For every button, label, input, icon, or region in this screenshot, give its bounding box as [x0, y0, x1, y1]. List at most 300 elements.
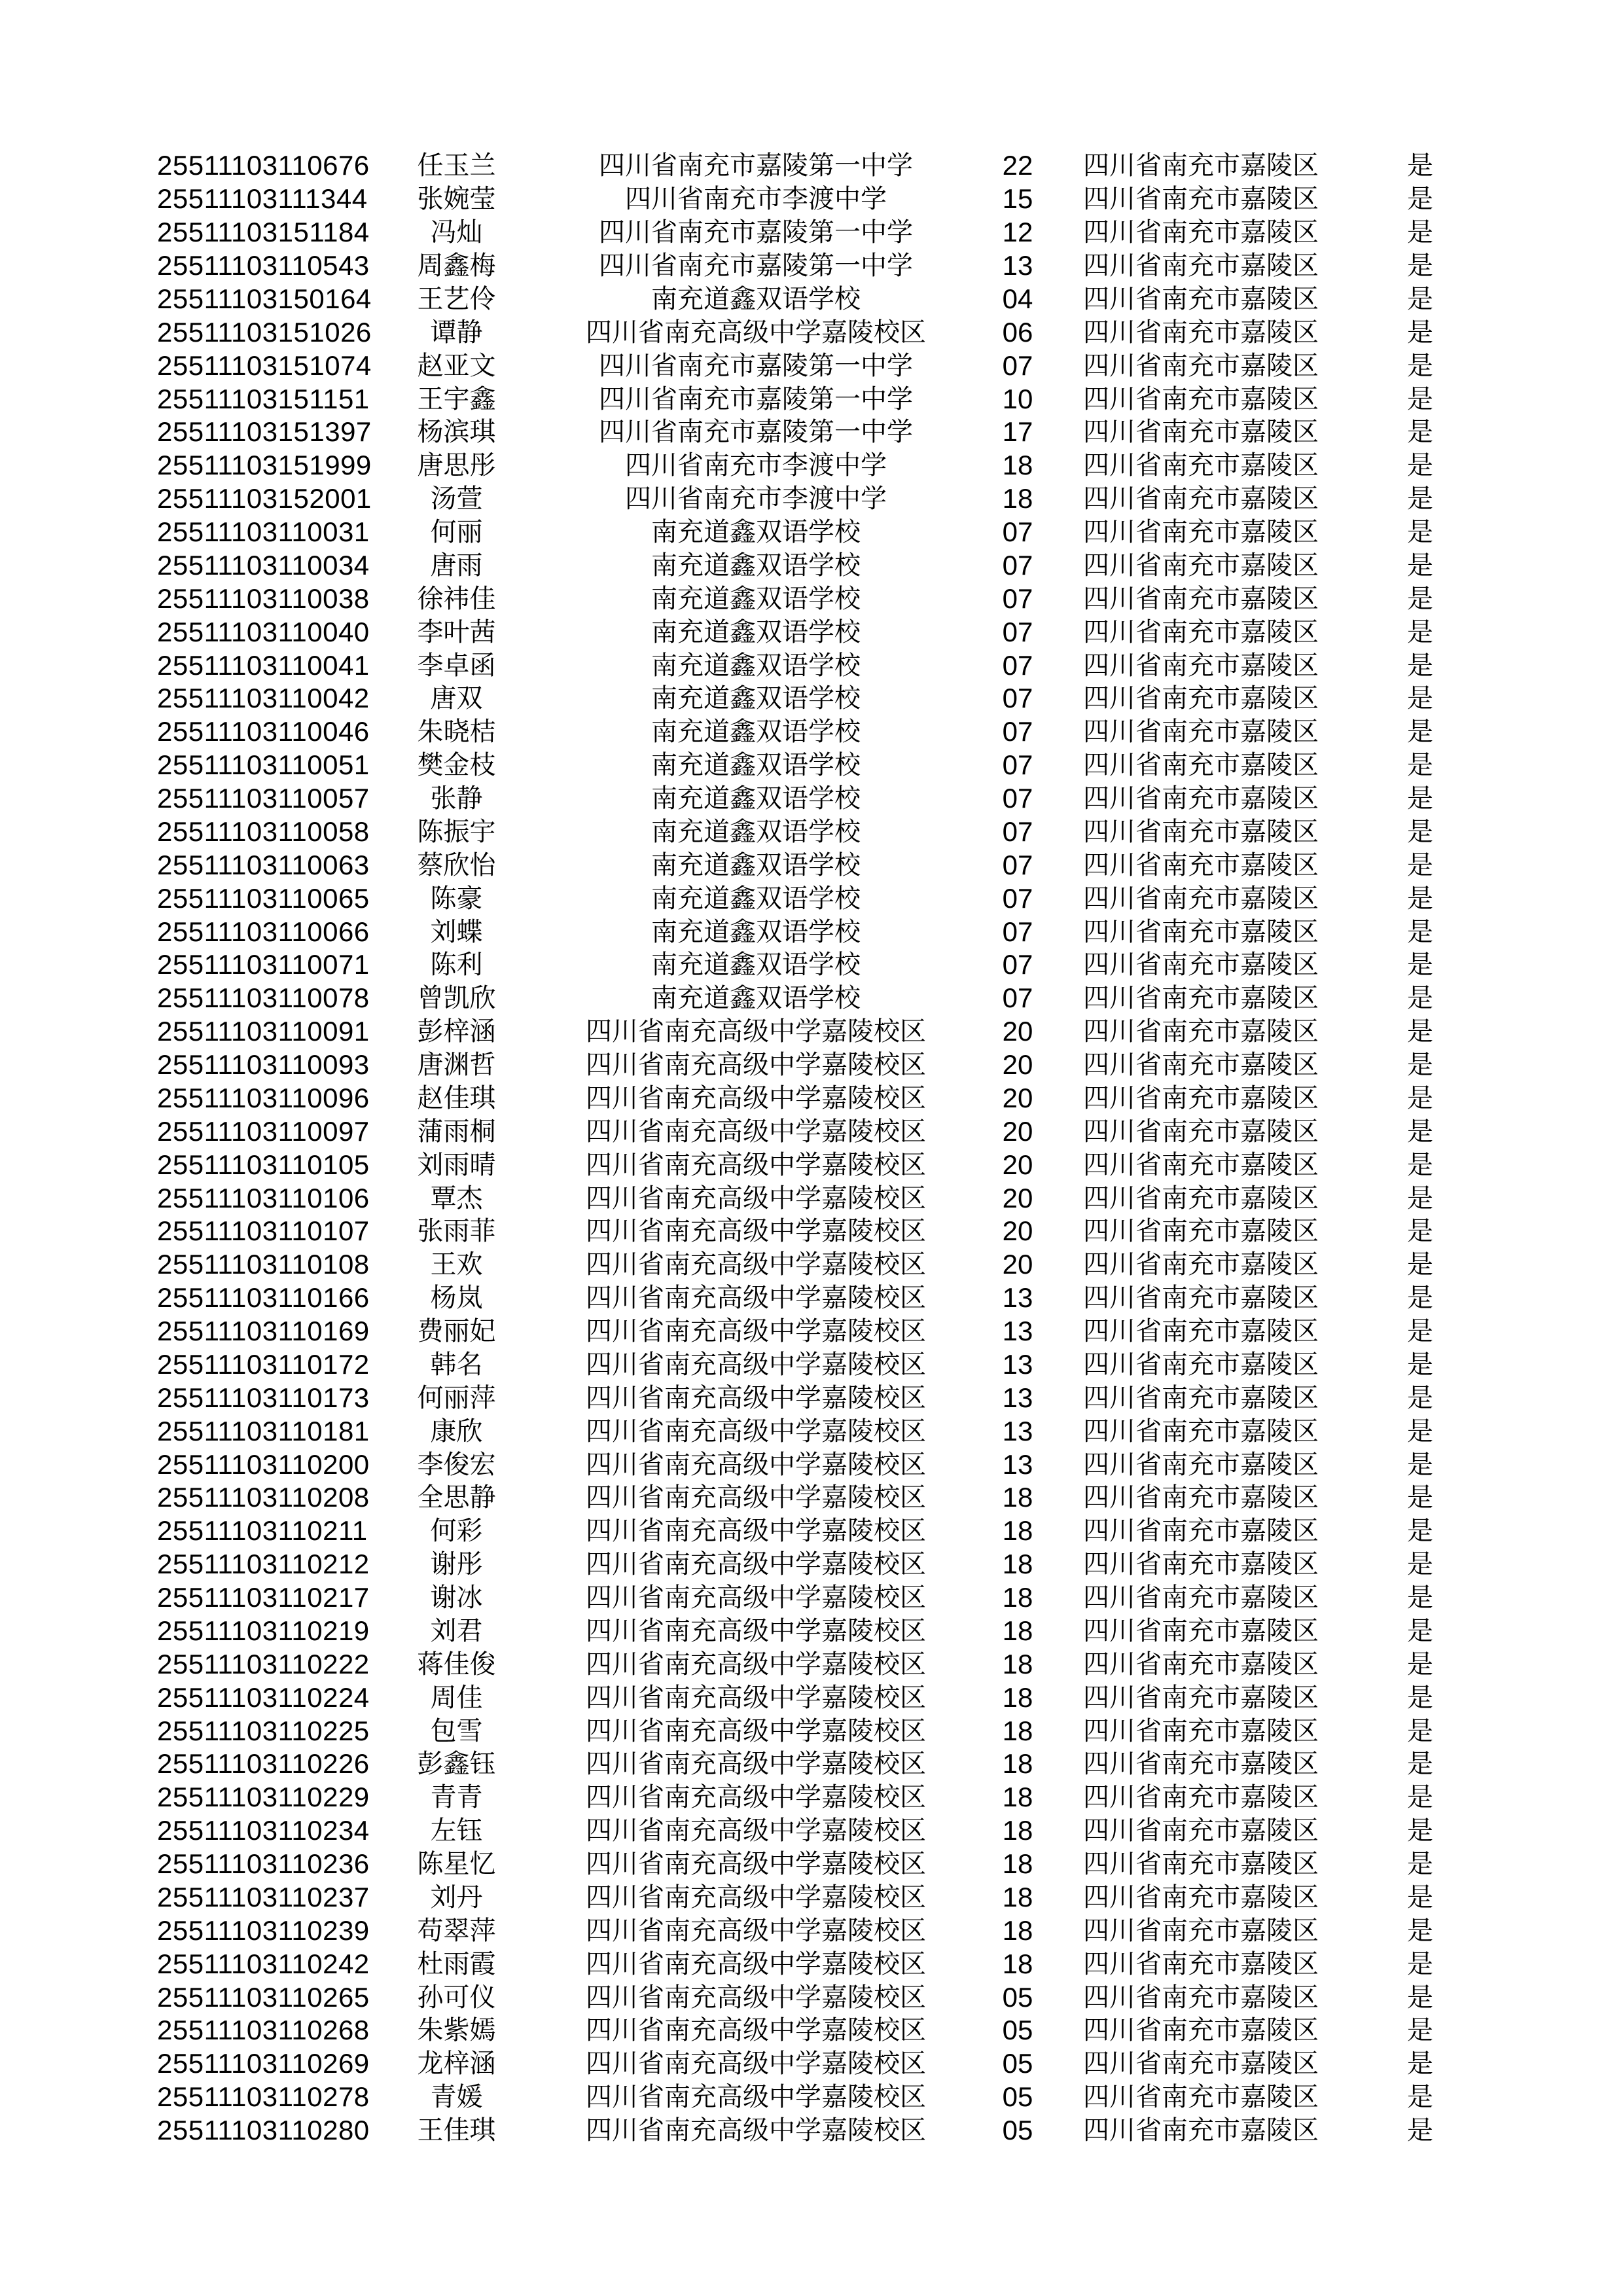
school-name: 南充道鑫双语学校	[651, 617, 861, 647]
district-name: 四川省南充市嘉陵区	[1083, 218, 1319, 247]
student-name: 王艺伶	[417, 284, 496, 314]
table-row	[0, 1015, 1623, 1049]
table-row	[0, 1148, 1623, 1181]
class-number: 17	[1002, 416, 1033, 448]
student-name: 张静	[430, 784, 483, 814]
table-row	[0, 549, 1623, 583]
table-row	[0, 1248, 1623, 1282]
confirmed-flag: 是	[1407, 1616, 1433, 1645]
class-number: 07	[1002, 683, 1033, 714]
class-number: 07	[1002, 816, 1033, 847]
table-row	[0, 615, 1623, 649]
district-name: 四川省南充市嘉陵区	[1083, 950, 1319, 980]
school-name: 南充道鑫双语学校	[651, 917, 861, 946]
school-name: 四川省南充市嘉陵第一中学	[599, 418, 913, 447]
school-name: 四川省南充高级中学嘉陵校区	[586, 1550, 926, 1579]
confirmed-flag: 是	[1407, 518, 1433, 547]
table-row	[0, 216, 1623, 249]
class-number: 13	[1002, 250, 1033, 281]
confirmed-flag: 是	[1407, 2116, 1433, 2145]
confirmed-flag: 是	[1407, 317, 1433, 347]
district-name: 四川省南充市嘉陵区	[1083, 717, 1319, 747]
class-number: 05	[1002, 2015, 1033, 2046]
student-name: 樊金枝	[417, 751, 496, 780]
table-row	[0, 416, 1623, 449]
exam-id: 25511103110041	[157, 649, 370, 681]
district-name: 四川省南充市嘉陵区	[1083, 384, 1319, 414]
student-name: 赵佳琪	[417, 1083, 496, 1113]
school-name: 南充道鑫双语学校	[651, 584, 861, 613]
confirmed-flag: 是	[1407, 251, 1433, 281]
student-name: 王欢	[430, 1250, 483, 1280]
school-name: 四川省南充高级中学嘉陵校区	[586, 1516, 926, 1546]
class-number: 13	[1002, 1348, 1033, 1380]
exam-id: 25511103110181	[157, 1415, 370, 1446]
table-row	[0, 2114, 1623, 2147]
class-number: 22	[1002, 150, 1033, 181]
table-row	[0, 1414, 1623, 1448]
district-name: 四川省南充市嘉陵区	[1083, 1716, 1319, 1746]
student-name: 青媛	[430, 2083, 483, 2112]
table-row	[0, 682, 1623, 715]
class-number: 13	[1002, 1282, 1033, 1314]
school-name: 四川省南充市嘉陵第一中学	[599, 151, 913, 181]
class-number: 07	[1002, 882, 1033, 914]
confirmed-flag: 是	[1407, 1783, 1433, 1812]
student-name: 彭梓涵	[417, 1017, 496, 1047]
class-number: 18	[1002, 1482, 1033, 1513]
student-name: 康欣	[430, 1416, 483, 1446]
class-number: 18	[1002, 450, 1033, 481]
district-name: 四川省南充市嘉陵区	[1083, 1117, 1319, 1146]
table-row	[0, 1647, 1623, 1681]
class-number: 20	[1002, 1182, 1033, 1213]
class-number: 18	[1002, 1948, 1033, 1979]
confirmed-flag: 是	[1407, 151, 1433, 181]
table-row	[0, 1714, 1623, 1748]
class-number: 07	[1002, 350, 1033, 381]
table-row	[0, 382, 1623, 416]
student-name: 陈利	[430, 950, 483, 980]
confirmed-flag: 是	[1407, 1416, 1433, 1446]
exam-id: 25511103110105	[157, 1149, 370, 1180]
district-name: 四川省南充市嘉陵区	[1083, 617, 1319, 647]
table-row	[0, 449, 1623, 482]
confirmed-flag: 是	[1407, 751, 1433, 780]
table-row	[0, 1082, 1623, 1115]
district-name: 四川省南充市嘉陵区	[1083, 2083, 1319, 2112]
school-name: 四川省南充高级中学嘉陵校区	[586, 1183, 926, 1213]
school-name: 南充道鑫双语学校	[651, 684, 861, 713]
table-row	[0, 1448, 1623, 1481]
school-name: 四川省南充高级中学嘉陵校区	[586, 1383, 926, 1412]
student-name: 王宇鑫	[417, 384, 496, 414]
school-name: 四川省南充高级中学嘉陵校区	[586, 1117, 926, 1146]
confirmed-flag: 是	[1407, 451, 1433, 480]
exam-id: 25511103110169	[157, 1316, 370, 1347]
student-name: 张婉莹	[417, 185, 496, 214]
school-name: 四川省南充市嘉陵第一中学	[599, 351, 913, 380]
class-number: 07	[1002, 549, 1033, 581]
exam-id: 25511103110096	[157, 1082, 370, 1113]
class-number: 20	[1002, 1215, 1033, 1247]
table-row	[0, 1348, 1623, 1382]
class-number: 06	[1002, 316, 1033, 348]
student-name: 谢冰	[430, 1583, 483, 1613]
student-name: 李俊宏	[417, 1450, 496, 1479]
school-name: 四川省南充市李渡中学	[625, 451, 887, 480]
exam-id: 25511103110268	[157, 2015, 370, 2046]
district-name: 四川省南充市嘉陵区	[1083, 784, 1319, 814]
district-name: 四川省南充市嘉陵区	[1083, 1749, 1319, 1779]
exam-id: 25511103110093	[157, 1049, 370, 1081]
confirmed-flag: 是	[1407, 284, 1433, 314]
table-row	[0, 1981, 1623, 2014]
class-number: 05	[1002, 1981, 1033, 2013]
district-name: 四川省南充市嘉陵区	[1083, 584, 1319, 613]
table-row	[0, 1282, 1623, 1315]
table-row	[0, 649, 1623, 682]
district-name: 四川省南充市嘉陵区	[1083, 2116, 1319, 2145]
district-name: 四川省南充市嘉陵区	[1083, 1583, 1319, 1613]
class-number: 07	[1002, 749, 1033, 781]
class-number: 07	[1002, 916, 1033, 947]
school-name: 四川省南充高级中学嘉陵校区	[586, 1483, 926, 1513]
exam-id: 25511103110211	[157, 1515, 368, 1547]
exam-id: 25511103110676	[157, 150, 370, 181]
student-name: 全思静	[417, 1483, 496, 1513]
exam-id: 25511103110222	[157, 1648, 370, 1679]
confirmed-flag: 是	[1407, 218, 1433, 247]
table-row	[0, 516, 1623, 549]
confirmed-flag: 是	[1407, 584, 1433, 613]
exam-id: 25511103110217	[157, 1582, 370, 1613]
student-name: 龙梓涵	[417, 2049, 496, 2079]
student-name: 覃杰	[430, 1183, 483, 1213]
table-row	[0, 1781, 1623, 1814]
class-number: 13	[1002, 1316, 1033, 1347]
class-number: 18	[1002, 1549, 1033, 1580]
school-name: 四川省南充高级中学嘉陵校区	[586, 1683, 926, 1712]
class-number: 20	[1002, 1115, 1033, 1147]
exam-id: 25511103110057	[157, 783, 370, 814]
student-name: 汤萱	[430, 484, 483, 514]
table-row	[0, 2047, 1623, 2081]
exam-id: 25511103110031	[157, 516, 370, 548]
exam-id: 25511103110038	[157, 583, 370, 614]
class-number: 18	[1002, 1848, 1033, 1880]
table-row	[0, 249, 1623, 283]
district-name: 四川省南充市嘉陵区	[1083, 151, 1319, 181]
school-name: 四川省南充市李渡中学	[625, 185, 887, 214]
class-number: 18	[1002, 1881, 1033, 1912]
confirmed-flag: 是	[1407, 1083, 1433, 1113]
class-number: 13	[1002, 1415, 1033, 1446]
school-name: 四川省南充高级中学嘉陵校区	[586, 1916, 926, 1945]
district-name: 四川省南充市嘉陵区	[1083, 550, 1319, 580]
school-name: 四川省南充高级中学嘉陵校区	[586, 1050, 926, 1080]
student-name: 何丽	[430, 518, 483, 547]
student-name: 朱晓桔	[417, 717, 496, 747]
district-name: 四川省南充市嘉陵区	[1083, 651, 1319, 680]
confirmed-flag: 是	[1407, 850, 1433, 880]
confirmed-flag: 是	[1407, 684, 1433, 713]
table-row	[0, 1881, 1623, 1914]
table-row	[0, 582, 1623, 615]
district-name: 四川省南充市嘉陵区	[1083, 1450, 1319, 1479]
school-name: 四川省南充高级中学嘉陵校区	[586, 1949, 926, 1979]
student-name: 唐思彤	[417, 451, 496, 480]
confirmed-flag: 是	[1407, 1350, 1433, 1379]
student-name: 何丽萍	[417, 1383, 496, 1412]
student-name: 赵亚文	[417, 351, 496, 380]
district-name: 四川省南充市嘉陵区	[1083, 1217, 1319, 1246]
school-name: 南充道鑫双语学校	[651, 817, 861, 846]
confirmed-flag: 是	[1407, 950, 1433, 980]
school-name: 四川省南充高级中学嘉陵校区	[586, 2049, 926, 2079]
roster-table	[0, 149, 1623, 2147]
school-name: 四川省南充高级中学嘉陵校区	[586, 1283, 926, 1313]
district-name: 四川省南充市嘉陵区	[1083, 984, 1319, 1013]
student-name: 杨岚	[430, 1283, 483, 1313]
confirmed-flag: 是	[1407, 484, 1433, 514]
confirmed-flag: 是	[1407, 2083, 1433, 2112]
exam-id: 25511103110097	[157, 1115, 370, 1147]
confirmed-flag: 是	[1407, 351, 1433, 380]
table-row	[0, 1381, 1623, 1414]
confirmed-flag: 是	[1407, 817, 1433, 846]
exam-id: 25511103110543	[157, 250, 370, 281]
district-name: 四川省南充市嘉陵区	[1083, 1017, 1319, 1047]
school-name: 四川省南充高级中学嘉陵校区	[586, 1716, 926, 1746]
school-name: 四川省南充高级中学嘉陵校区	[586, 1749, 926, 1779]
class-number: 18	[1002, 1582, 1033, 1613]
district-name: 四川省南充市嘉陵区	[1083, 1150, 1319, 1179]
confirmed-flag: 是	[1407, 617, 1433, 647]
district-name: 四川省南充市嘉陵区	[1083, 1816, 1319, 1846]
student-name: 刘丹	[430, 1882, 483, 1912]
class-number: 18	[1002, 1515, 1033, 1547]
table-row	[0, 749, 1623, 782]
confirmed-flag: 是	[1407, 1317, 1433, 1346]
table-row	[0, 1681, 1623, 1714]
confirmed-flag: 是	[1407, 1816, 1433, 1846]
class-number: 07	[1002, 516, 1033, 548]
class-number: 10	[1002, 383, 1033, 414]
district-name: 四川省南充市嘉陵区	[1083, 1416, 1319, 1446]
school-name: 四川省南充高级中学嘉陵校区	[586, 1850, 926, 1879]
confirmed-flag: 是	[1407, 917, 1433, 946]
student-name: 王佳琪	[417, 2116, 496, 2145]
table-row	[0, 1914, 1623, 1947]
class-number: 13	[1002, 1448, 1033, 1480]
district-name: 四川省南充市嘉陵区	[1083, 884, 1319, 913]
confirmed-flag: 是	[1407, 1217, 1433, 1246]
table-row	[0, 349, 1623, 382]
exam-id: 25511103110106	[157, 1182, 370, 1213]
school-name: 南充道鑫双语学校	[651, 984, 861, 1013]
exam-id: 25511103110208	[157, 1482, 370, 1513]
exam-id: 25511103110234	[157, 1815, 370, 1846]
school-name: 南充道鑫双语学校	[651, 884, 861, 913]
district-name: 四川省南充市嘉陵区	[1083, 1616, 1319, 1645]
table-row	[0, 982, 1623, 1015]
table-row	[0, 1848, 1623, 1881]
exam-id: 25511103110200	[157, 1448, 370, 1480]
student-name: 左钰	[430, 1816, 483, 1846]
exam-id: 25511103151151	[157, 383, 370, 414]
confirmed-flag: 是	[1407, 1483, 1433, 1513]
exam-id: 25511103110265	[157, 1981, 370, 2013]
table-row	[0, 1315, 1623, 1348]
school-name: 四川省南充高级中学嘉陵校区	[586, 1317, 926, 1346]
school-name: 四川省南充高级中学嘉陵校区	[586, 1250, 926, 1280]
table-row	[0, 782, 1623, 816]
district-name: 四川省南充市嘉陵区	[1083, 1283, 1319, 1313]
school-name: 四川省南充高级中学嘉陵校区	[586, 1616, 926, 1645]
school-name: 南充道鑫双语学校	[651, 518, 861, 547]
district-name: 四川省南充市嘉陵区	[1083, 1683, 1319, 1712]
table-row	[0, 149, 1623, 183]
class-number: 18	[1002, 1615, 1033, 1646]
exam-id: 25511103110078	[157, 982, 370, 1014]
table-row	[0, 482, 1623, 516]
exam-id: 25511103110063	[157, 849, 370, 880]
district-name: 四川省南充市嘉陵区	[1083, 751, 1319, 780]
exam-id: 25511103110219	[157, 1615, 370, 1646]
district-name: 四川省南充市嘉陵区	[1083, 1949, 1319, 1979]
student-name: 陈豪	[430, 884, 483, 913]
class-number: 05	[1002, 2048, 1033, 2079]
district-name: 四川省南充市嘉陵区	[1083, 2049, 1319, 2079]
confirmed-flag: 是	[1407, 550, 1433, 580]
exam-id: 25511103110108	[157, 1249, 370, 1280]
table-row	[0, 1049, 1623, 1082]
school-name: 四川省南充高级中学嘉陵校区	[586, 2016, 926, 2045]
student-name: 任玉兰	[417, 151, 496, 181]
exam-id: 25511103110065	[157, 882, 370, 914]
table-row	[0, 1748, 1623, 1781]
table-row	[0, 183, 1623, 216]
district-name: 四川省南充市嘉陵区	[1083, 1317, 1319, 1346]
student-name: 青青	[430, 1783, 483, 1812]
district-name: 四川省南充市嘉陵区	[1083, 1850, 1319, 1879]
exam-id: 25511103110058	[157, 816, 370, 847]
class-number: 18	[1002, 483, 1033, 514]
confirmed-flag: 是	[1407, 1882, 1433, 1912]
exam-id: 25511103110278	[157, 2081, 370, 2113]
school-name: 南充道鑫双语学校	[651, 550, 861, 580]
class-number: 15	[1002, 183, 1033, 215]
confirmed-flag: 是	[1407, 717, 1433, 747]
confirmed-flag: 是	[1407, 1716, 1433, 1746]
confirmed-flag: 是	[1407, 1017, 1433, 1047]
table-row	[0, 915, 1623, 948]
class-number: 18	[1002, 1748, 1033, 1780]
class-number: 18	[1002, 1782, 1033, 1813]
student-name: 周佳	[430, 1683, 483, 1712]
exam-id: 25511103110236	[157, 1848, 370, 1880]
student-name: 彭鑫钰	[417, 1749, 496, 1779]
school-name: 四川省南充高级中学嘉陵校区	[586, 1450, 926, 1479]
table-row	[0, 2081, 1623, 2114]
district-name: 四川省南充市嘉陵区	[1083, 1183, 1319, 1213]
school-name: 南充道鑫双语学校	[651, 651, 861, 680]
exam-id: 25511103110166	[157, 1282, 370, 1314]
exam-id: 25511103110040	[157, 616, 370, 647]
district-name: 四川省南充市嘉陵区	[1083, 418, 1319, 447]
table-row	[0, 283, 1623, 316]
confirmed-flag: 是	[1407, 1850, 1433, 1879]
district-name: 四川省南充市嘉陵区	[1083, 817, 1319, 846]
school-name: 四川省南充高级中学嘉陵校区	[586, 317, 926, 347]
exam-id: 25511103110242	[157, 1948, 370, 1979]
school-name: 四川省南充高级中学嘉陵校区	[586, 1217, 926, 1246]
table-row	[0, 1581, 1623, 1615]
student-name: 陈星忆	[417, 1850, 496, 1879]
table-row	[0, 315, 1623, 349]
confirmed-flag: 是	[1407, 2016, 1433, 2045]
confirmed-flag: 是	[1407, 1383, 1433, 1412]
confirmed-flag: 是	[1407, 784, 1433, 814]
exam-id: 25511103110212	[157, 1549, 370, 1580]
confirmed-flag: 是	[1407, 1117, 1433, 1146]
table-row	[0, 2014, 1623, 2047]
student-name: 唐双	[430, 684, 483, 713]
district-name: 四川省南充市嘉陵区	[1083, 251, 1319, 281]
exam-id: 25511103150164	[157, 283, 372, 314]
exam-id: 25511103151397	[157, 416, 372, 448]
student-name: 周鑫梅	[417, 251, 496, 281]
class-number: 07	[1002, 849, 1033, 880]
district-name: 四川省南充市嘉陵区	[1083, 917, 1319, 946]
class-number: 20	[1002, 1016, 1033, 1047]
student-name: 刘君	[430, 1616, 483, 1645]
district-name: 四川省南充市嘉陵区	[1083, 351, 1319, 380]
exam-id: 25511103110226	[157, 1748, 370, 1780]
district-name: 四川省南充市嘉陵区	[1083, 1483, 1319, 1513]
table-row	[0, 1615, 1623, 1648]
confirmed-flag: 是	[1407, 1683, 1433, 1712]
confirmed-flag: 是	[1407, 1982, 1433, 2012]
class-number: 13	[1002, 1382, 1033, 1413]
exam-id: 25511103110034	[157, 549, 370, 581]
confirmed-flag: 是	[1407, 651, 1433, 680]
confirmed-flag: 是	[1407, 1283, 1433, 1313]
class-number: 18	[1002, 1648, 1033, 1679]
district-name: 四川省南充市嘉陵区	[1083, 317, 1319, 347]
district-name: 四川省南充市嘉陵区	[1083, 484, 1319, 514]
exam-id: 25511103110066	[157, 916, 370, 947]
student-name: 包雪	[430, 1716, 483, 1746]
class-number: 07	[1002, 982, 1033, 1014]
school-name: 四川省南充高级中学嘉陵校区	[586, 1649, 926, 1679]
district-name: 四川省南充市嘉陵区	[1083, 1649, 1319, 1679]
district-name: 四川省南充市嘉陵区	[1083, 284, 1319, 314]
district-name: 四川省南充市嘉陵区	[1083, 1783, 1319, 1812]
district-name: 四川省南充市嘉陵区	[1083, 1083, 1319, 1113]
student-name: 朱紫嫣	[417, 2016, 496, 2045]
district-name: 四川省南充市嘉陵区	[1083, 684, 1319, 713]
exam-id: 25511103110280	[157, 2115, 370, 2146]
student-name: 谭静	[430, 317, 483, 347]
exam-id: 25511103110173	[157, 1382, 370, 1413]
exam-id: 25511103151026	[157, 316, 372, 348]
student-name: 冯灿	[430, 218, 483, 247]
district-name: 四川省南充市嘉陵区	[1083, 2016, 1319, 2045]
school-name: 四川省南充高级中学嘉陵校区	[586, 2116, 926, 2145]
student-name: 李卓函	[417, 651, 496, 680]
